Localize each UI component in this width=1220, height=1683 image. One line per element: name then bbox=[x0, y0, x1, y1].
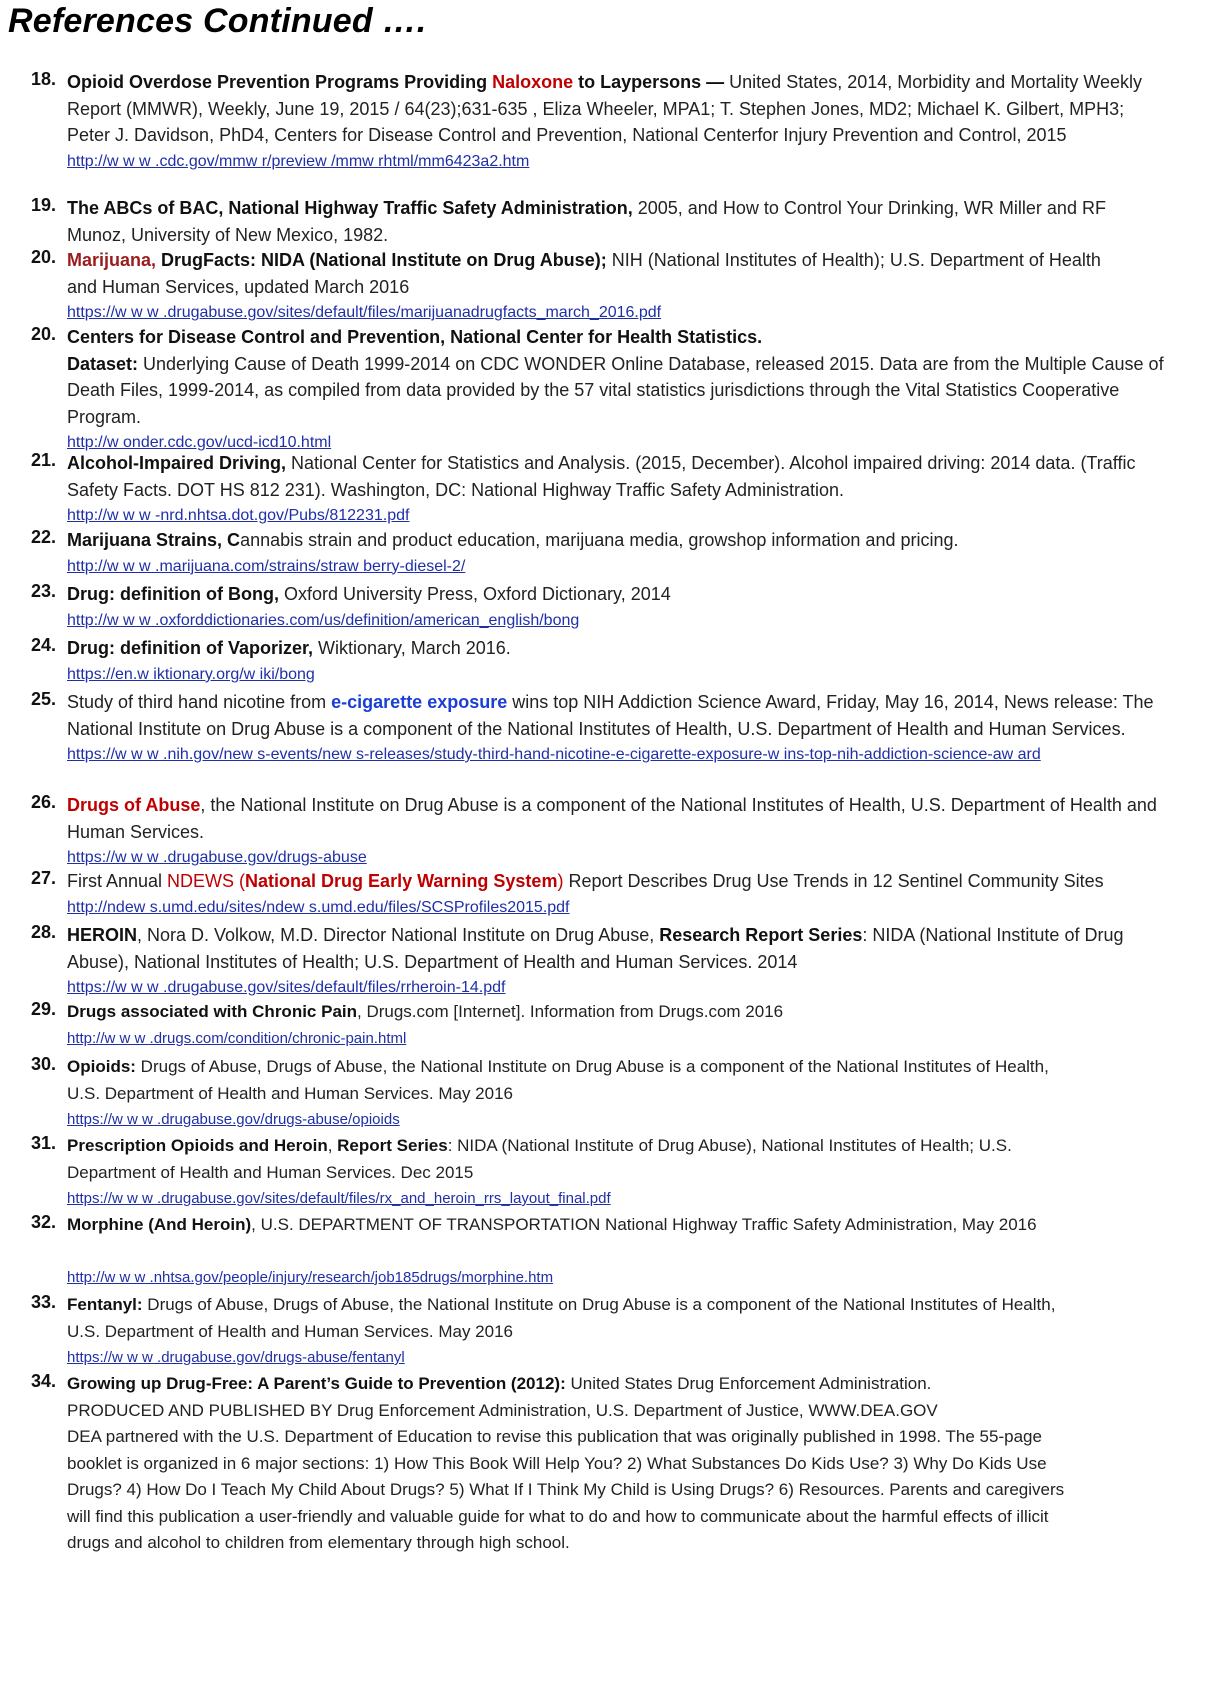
reference-item bbox=[10, 527, 1210, 580]
reference-link[interactable]: http://w onder.cdc.gov/ucd-icd10.html bbox=[67, 434, 332, 451]
reference-item bbox=[10, 450, 1210, 530]
reference-item bbox=[10, 635, 1210, 688]
reference-title-tail: to Laypersons — bbox=[573, 72, 725, 92]
reference-link[interactable]: https://w w w .drugabuse.gov/sites/default/files/marijuanadrugfacts_march_2016.pdf bbox=[67, 304, 662, 321]
reference-highlight: Naloxone bbox=[492, 72, 574, 92]
reference-paren: ) bbox=[557, 871, 564, 891]
reference-text-lead: Study of third hand nicotine from bbox=[67, 692, 332, 712]
reference-number: 34. bbox=[30, 1371, 56, 1391]
reference-item bbox=[10, 792, 1210, 872]
reference-text: , Drugs.com [Internet]. Information from Drugs.com 2016 bbox=[357, 1002, 784, 1021]
reference-series: Report Series bbox=[337, 1136, 448, 1155]
reference-link[interactable]: https://w w w .drugabuse.gov/sites/default/files/rx_and_heroin_rrs_layout_final.pdf bbox=[67, 1190, 611, 1207]
reference-number: 24. bbox=[30, 635, 56, 655]
reference-number: 31. bbox=[30, 1133, 56, 1153]
reference-item bbox=[10, 1371, 1210, 1557]
reference-highlight: e-cigarette exposure bbox=[331, 692, 508, 712]
reference-acronym: NDEWS ( bbox=[167, 871, 246, 891]
reference-text: Report Describes Drug Use Trends in 12 Sentinel Community Sites bbox=[563, 871, 1104, 891]
reference-text: 2005, and How to Control Your Drinking, WR Miller and RF Munoz, University of New Mexico, 1982. bbox=[67, 198, 1106, 245]
reference-text-mid: , bbox=[327, 1136, 338, 1155]
reference-text: Underlying Cause of Death 1999-2014 on CDC WONDER Online Database, released 2015. Data are from the Multiple Cause of Death Files, 1999-2014, as compiled from data provided by the 57 vital statistics jurisdictions through the Vital Statistics Cooperative Program. bbox=[67, 353, 1164, 427]
reference-publisher: PRODUCED AND PUBLISHED BY Drug Enforcement Administration, U.S. Department of Justice, WWW.DEA.GOV bbox=[67, 1400, 938, 1420]
reference-item bbox=[10, 1292, 1210, 1372]
reference-title: Alcohol-Impaired Driving, bbox=[67, 453, 287, 473]
reference-item bbox=[10, 247, 1210, 327]
reference-number: 33. bbox=[30, 1292, 56, 1312]
reference-text: United States Drug Enforcement Administration. bbox=[565, 1374, 932, 1393]
reference-link[interactable]: https://w w w .nih.gov/new s-events/new s-releases/study-third-hand-nicotine-e-cigarette-exposure-w ins-top-nih-addiction-science-aw ard bbox=[67, 746, 1041, 763]
reference-title: Drug: definition of Bong, bbox=[67, 584, 279, 604]
reference-title: Fentanyl: bbox=[67, 1295, 143, 1314]
reference-text: Drugs of Abuse, Drugs of Abuse, the National Institute on Drug Abuse is a component of the National Institutes of Health, U.S. Department of Health and Human Services. May 2016 bbox=[67, 1057, 1049, 1103]
page-title: References Continued …. bbox=[8, 2, 427, 40]
reference-link[interactable]: http://w w w .marijuana.com/strains/straw berry-diesel-2/ bbox=[67, 557, 466, 575]
reference-title: Drug: definition of Vaporizer, bbox=[67, 638, 314, 658]
reference-highlight: National Drug Early Warning System bbox=[245, 871, 558, 891]
reference-item bbox=[10, 1133, 1210, 1213]
reference-title: Drugs associated with Chronic Pain bbox=[67, 1002, 358, 1021]
reference-number: 30. bbox=[30, 1054, 56, 1074]
reference-item bbox=[10, 1212, 1210, 1291]
reference-item bbox=[10, 922, 1210, 1002]
reference-number: 27. bbox=[30, 868, 56, 888]
reference-series: Research Report Series bbox=[659, 925, 863, 945]
reference-number: 23. bbox=[30, 581, 56, 601]
reference-text: : NIDA (National Institute of Drug Abuse), National Institutes of Health; U.S. Department of Health and Human Services. 2014 bbox=[67, 925, 1124, 972]
reference-number: 25. bbox=[30, 689, 56, 709]
reference-link[interactable]: https://w w w .drugabuse.gov/drugs-abuse/fentanyl bbox=[67, 1349, 405, 1366]
reference-link[interactable]: http://w w w .nhtsa.gov/people/injury/research/job185drugs/morphine.htm bbox=[67, 1268, 554, 1286]
reference-link[interactable]: http://w w w .cdc.gov/mmw r/preview /mmw rhtml/mm6423a2.htm bbox=[67, 152, 530, 170]
spacer bbox=[67, 1239, 1167, 1265]
reference-text: NIH (National Institutes of Health); U.S. Department of Health and Human Services, updated March 2016 bbox=[67, 250, 1101, 297]
reference-text: Drugs of Abuse, Drugs of Abuse, the National Institute on Drug Abuse is a component of the National Institutes of Health, U.S. Department of Health and Human Services. May 2016 bbox=[67, 1295, 1056, 1341]
reference-title: Morphine (And Heroin) bbox=[67, 1215, 252, 1234]
reference-title: The ABCs of BAC, National Highway Traffic Safety Administration, bbox=[67, 198, 633, 218]
reference-item bbox=[10, 581, 1210, 634]
reference-title: Opioids: bbox=[67, 1057, 136, 1076]
reference-text-lead: First Annual bbox=[67, 871, 168, 891]
reference-number: 28. bbox=[30, 922, 56, 942]
reference-item bbox=[10, 868, 1210, 921]
reference-text: wins top NIH Addiction Science Award, Friday, May 16, 2014, News release: The National Institute on Drug Abuse is a component of the National Institutes of Health, U.S. Department of Health and Human Services. bbox=[67, 692, 1154, 739]
reference-number: 20. bbox=[30, 324, 56, 344]
reference-title: Marijuana Strains, C bbox=[67, 530, 241, 550]
reference-highlight: Drugs of Abuse bbox=[67, 795, 201, 815]
reference-text-mid: , Nora D. Volkow, M.D. Director National Institute on Drug Abuse, bbox=[137, 925, 660, 945]
reference-item bbox=[10, 195, 1210, 248]
reference-number: 26. bbox=[30, 792, 56, 812]
reference-number: 19. bbox=[30, 195, 56, 215]
reference-title: Centers for Disease Control and Prevention, National Center for Health Statistics. bbox=[67, 327, 763, 347]
reference-link[interactable]: https://w w w .drugabuse.gov/drugs-abuse/opioids bbox=[67, 1111, 400, 1128]
reference-text: Wiktionary, March 2016. bbox=[313, 638, 511, 658]
reference-title: Prescription Opioids and Heroin bbox=[67, 1136, 328, 1155]
reference-text: : NIDA (National Institute of Drug Abuse), National Institutes of Health; U.S. Department of Health and Human Services. Dec 2015 bbox=[67, 1136, 1012, 1182]
reference-title: HEROIN bbox=[67, 925, 138, 945]
reference-description: DEA partnered with the U.S. Department of Education to revise this publication that was originally published in 1998. The 55-page booklet is organized in 6 major sections: 1) How This Book Will Help You? 2) What Substances Do Kids Use? 3) Why Do Kids Use Drugs? 4) How Do I Teach My Child About Drugs? 5) What If I Think My Child is Using Drugs? 6) Resources. Parents and caregivers will find this publication a user-friendly and valuable guide for what to do and how to communicate about the harmful effects of illicit drugs and alcohol to children from elementary through high school. bbox=[67, 1427, 1065, 1552]
reference-item bbox=[10, 324, 1210, 457]
reference-link[interactable]: http://w w w .oxforddictionaries.com/us/definition/american_english/bong bbox=[67, 611, 580, 629]
reference-number: 21. bbox=[30, 450, 56, 470]
reference-title: Growing up Drug-Free: A Parent’s Guide to Prevention (2012): bbox=[67, 1374, 566, 1393]
reference-link[interactable]: https://en.w iktionary.org/w iki/bong bbox=[67, 665, 315, 683]
reference-link[interactable]: https://w w w .drugabuse.gov/drugs-abuse bbox=[67, 849, 367, 866]
reference-number: 32. bbox=[30, 1212, 56, 1232]
reference-label: Dataset: bbox=[67, 353, 139, 374]
reference-link[interactable]: http://w w w .drugs.com/condition/chronic-pain.html bbox=[67, 1029, 407, 1047]
reference-text: Oxford University Press, Oxford Dictionary, 2014 bbox=[278, 584, 671, 604]
reference-text: National Center for Statistics and Analysis. (2015, December). Alcohol impaired driving: 2014 data. (Traffic Safety Facts. DOT HS 812 231). Washington, DC: National Highway Traffic Safety Administration. bbox=[67, 453, 1136, 500]
reference-title: Opioid Overdose Prevention Programs Providing bbox=[67, 72, 493, 92]
reference-number: 29. bbox=[30, 999, 56, 1019]
reference-highlight: Marijuana, bbox=[67, 250, 157, 270]
reference-text: , the National Institute on Drug Abuse is a component of the National Institutes of Health, U.S. Department of Health and Human Services. bbox=[67, 795, 1157, 842]
reference-text: , U.S. DEPARTMENT OF TRANSPORTATION National Highway Traffic Safety Administration, May 2016 bbox=[251, 1215, 1037, 1234]
reference-item bbox=[10, 69, 1210, 175]
reference-link[interactable]: https://w w w .drugabuse.gov/sites/default/files/rrheroin-14.pdf bbox=[67, 979, 506, 996]
reference-item bbox=[10, 689, 1210, 769]
reference-item bbox=[10, 999, 1210, 1052]
reference-item bbox=[10, 1054, 1210, 1134]
reference-number: 20. bbox=[30, 247, 56, 267]
reference-title: DrugFacts: NIDA (National Institute on Drug Abuse); bbox=[156, 250, 607, 270]
reference-number: 18. bbox=[30, 69, 56, 89]
reference-link[interactable]: http://ndew s.umd.edu/sites/ndew s.umd.edu/files/SCSProfiles2015.pdf bbox=[67, 898, 570, 916]
reference-number: 22. bbox=[30, 527, 56, 547]
reference-text: annabis strain and product education, marijuana media, growshop information and pricing. bbox=[240, 530, 959, 550]
reference-text: United States, 2014, Morbidity and Mortality Weekly Report (MMWR), Weekly, June 19, 2015 / 64(23);631-635 , Eliza Wheeler, MPA1; T. Stephen Jones, MD2; Michael K. Gilbert, MPH3; Peter J. Davidson, PhD4, Centers for Disease Control and Prevention, National Centerfor Injury Prevention and Control, 2015 bbox=[67, 72, 1143, 145]
reference-link[interactable]: http://w w w -nrd.nhtsa.dot.gov/Pubs/812231.pdf bbox=[67, 507, 410, 524]
